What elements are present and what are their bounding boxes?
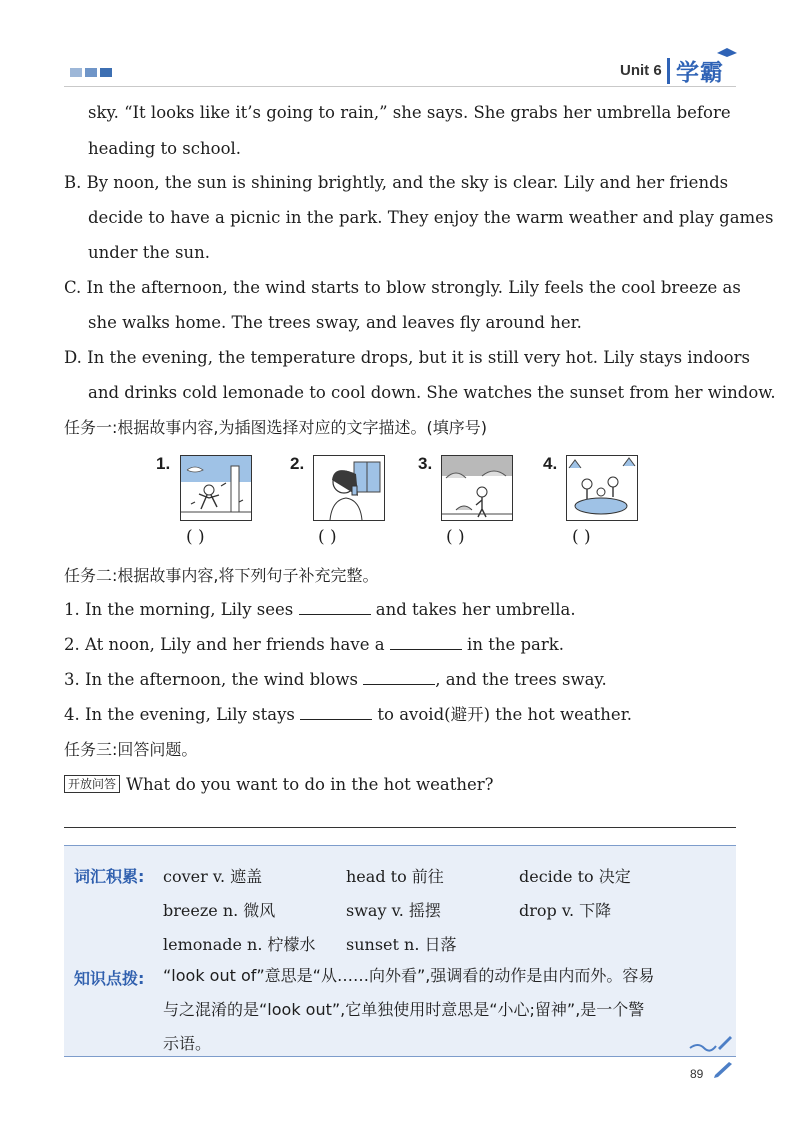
vocab-cn: 前往 (411, 867, 444, 886)
answer-paren[interactable]: ( ) (572, 527, 591, 547)
story-c-line-1: C. In the afternoon, the wind starts to blow strongly. Lily feels the cool breeze as (64, 278, 741, 297)
sentence-post: , and the trees sway. (435, 670, 607, 689)
header-rule (64, 86, 736, 87)
blank-line[interactable] (299, 600, 371, 615)
blank-line[interactable] (390, 635, 462, 650)
blank-line[interactable] (300, 705, 372, 720)
graduation-cap-icon (716, 48, 738, 58)
answer-line[interactable] (64, 827, 736, 828)
sentence-pre: 2. At noon, Lily and her friends have a (64, 635, 385, 654)
vocab-item (163, 864, 262, 887)
page-number: 89 (690, 1067, 704, 1081)
open-question (64, 775, 494, 795)
tip-line-2: 与之混淆的是“look out”,它单独使用时意思是“小心;留神”,是一个警 (163, 1000, 645, 1019)
unit-label: Unit 6 (620, 62, 662, 79)
vocab-en: sway v. (346, 901, 404, 920)
fill-sentence-3 (64, 670, 607, 690)
header-divider (667, 58, 670, 84)
header-decoration (70, 68, 112, 77)
umbrella-girl-illustration (441, 455, 513, 521)
vocab-item (346, 932, 457, 955)
answer-paren[interactable]: ( ) (186, 527, 205, 547)
vocab-item (163, 898, 275, 921)
vocab-en: cover v. (163, 867, 226, 886)
answer-paren[interactable]: ( ) (318, 527, 337, 547)
task3-title: 任务三:回答问题。 (64, 740, 198, 759)
story-a-line-2: heading to school. (88, 139, 242, 158)
vocab-cn: 遮盖 (230, 867, 263, 886)
picnic-illustration (566, 455, 638, 521)
tip-line-1: “look out of”意思是“从……向外看”,强调看的动作是由内而外。容易 (163, 966, 655, 985)
tip-line-3: 示语。 (163, 1034, 212, 1053)
story-d-line-1: D. In the evening, the temperature drops, but it is still very hot. Lily stays indoors (64, 348, 750, 367)
vocab-en: decide to (519, 867, 594, 886)
girl-drinking-illustration (313, 455, 385, 521)
vocab-cn: 柠檬水 (267, 935, 316, 954)
vocab-cn: 微风 (243, 901, 276, 920)
question-text: What do you want to do in the hot weather? (126, 775, 494, 794)
pencil-squiggle-icon (688, 1034, 732, 1056)
vocab-item (346, 864, 444, 887)
task1-title: 任务一:根据故事内容,为插图选择对应的文字描述。(填序号) (64, 418, 487, 437)
sentence-pre: 3. In the afternoon, the wind blows (64, 670, 358, 689)
picture-number: 4. (543, 454, 558, 473)
fill-sentence-1 (64, 600, 576, 620)
vocab-en: drop v. (519, 901, 575, 920)
brand-logo: 学霸 (676, 60, 724, 86)
story-b-line-3: under the sun. (88, 243, 210, 262)
pencil-icon (712, 1062, 736, 1080)
vocab-cn: 下降 (579, 901, 612, 920)
answer-paren[interactable]: ( ) (446, 527, 465, 547)
vocab-cn: 决定 (598, 867, 631, 886)
vocab-en: sunset n. (346, 935, 420, 954)
sentence-pre: 1. In the morning, Lily sees (64, 600, 294, 619)
sentence-post: and takes her umbrella. (375, 600, 576, 619)
picture-number: 1. (156, 454, 171, 473)
picture-number: 3. (418, 454, 433, 473)
sentence-post: in the park. (467, 635, 564, 654)
sentence-pre: 4. In the evening, Lily stays (64, 705, 295, 724)
story-b-line-1: B. By noon, the sun is shining brightly, and the sky is clear. Lily and her friends (64, 173, 729, 192)
vocab-en: head to (346, 867, 407, 886)
open-answer-tag: 开放问答 (64, 775, 120, 793)
vocab-label: 词汇积累: (74, 867, 145, 886)
blank-line[interactable] (363, 670, 435, 685)
picture-number: 2. (290, 454, 305, 473)
vocab-item (519, 864, 631, 887)
vocab-cn: 日落 (424, 935, 457, 954)
story-a-line-1: sky. “It looks like it’s going to rain,” she says. She grabs her umbrella before (88, 103, 731, 122)
story-c-line-2: she walks home. The trees sway, and leaves fly around her. (88, 313, 582, 332)
vocab-en: lemonade n. (163, 935, 263, 954)
vocab-en: breeze n. (163, 901, 239, 920)
story-b-line-2: decide to have a picnic in the park. They enjoy the warm weather and play games (88, 208, 774, 227)
vocab-item (519, 898, 611, 921)
vocab-cn: 摇摆 (408, 901, 441, 920)
vocab-item (163, 932, 316, 955)
task2-title: 任务二:根据故事内容,将下列句子补充完整。 (64, 566, 379, 585)
fill-sentence-2 (64, 635, 564, 655)
story-d-line-2: and drinks cold lemonade to cool down. She watches the sunset from her window. (88, 383, 776, 402)
tip-label: 知识点拨: (74, 969, 145, 988)
sentence-post: to avoid(避开) the hot weather. (377, 705, 633, 724)
windy-walk-illustration (180, 455, 252, 521)
vocab-item (346, 898, 441, 921)
fill-sentence-4 (64, 705, 632, 725)
